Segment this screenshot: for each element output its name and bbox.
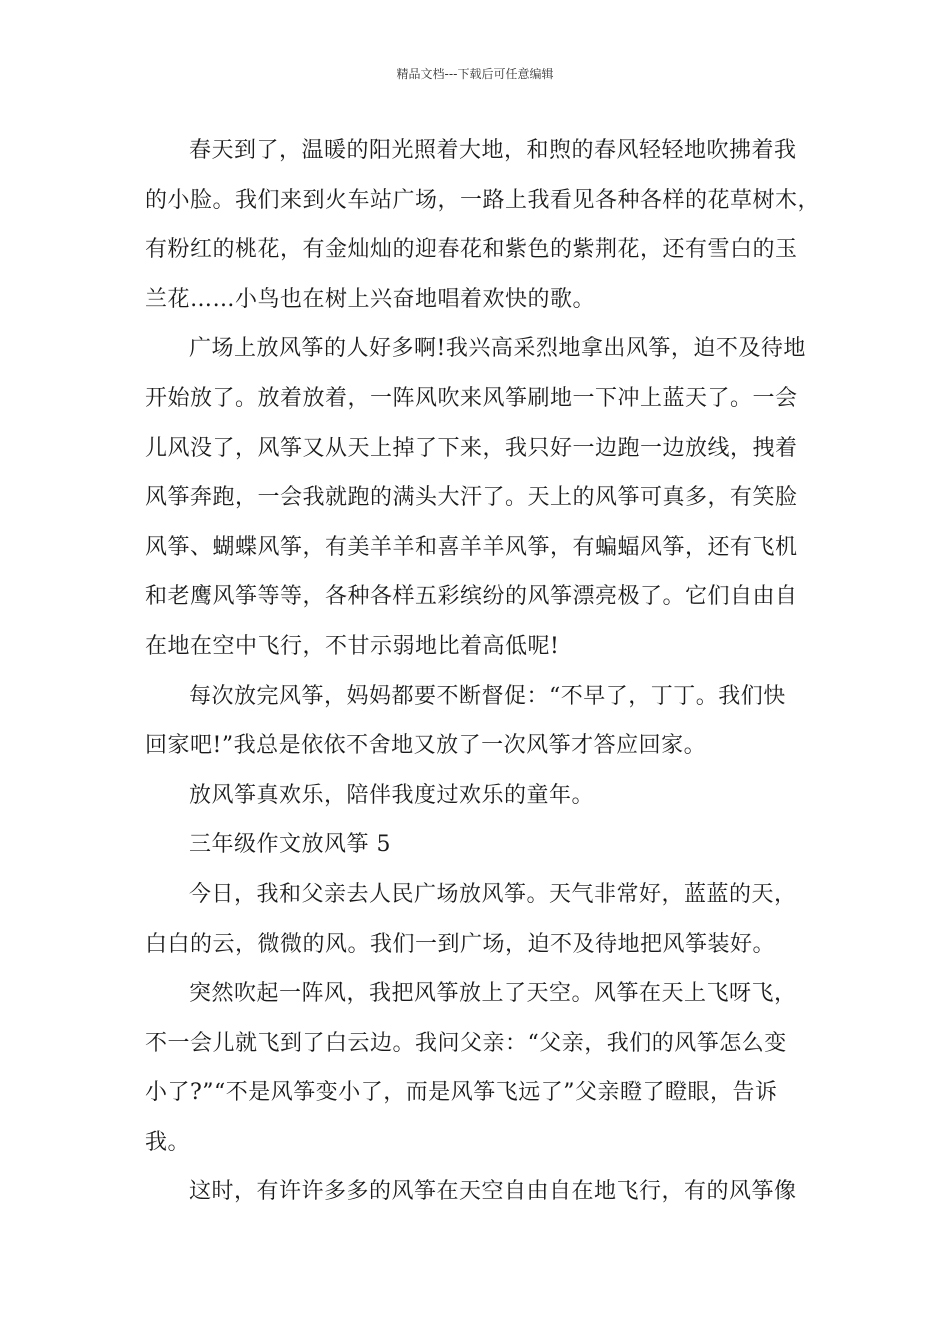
text-line: 风筝、蝴蝶风筝，有美羊羊和喜羊羊风筝，有蝙蝠风筝，还有飞机 — [145, 534, 798, 560]
section-title: 三年级作文放风筝 5 — [189, 832, 391, 858]
text-line: 兰花……小鸟也在树上兴奋地唱着欢快的歌。 — [145, 286, 596, 312]
text-line: 不一会儿就飞到了白云边。我问父亲：“父亲，我们的风筝怎么变 — [145, 1030, 787, 1056]
text-line: 我。 — [145, 1129, 191, 1155]
text-line: 在地在空中飞行，不甘示弱地比着高低呢! — [145, 633, 560, 659]
text-line: 和老鹰风筝等等，各种各样五彩缤纷的风筝漂亮极了。它们自由自 — [145, 584, 798, 610]
text-line: 回家吧!”我总是依依不舍地又放了一次风筝才答应回家。 — [145, 733, 707, 759]
text-line: 开始放了。放着放着，一阵风吹来风筝刷地一下冲上蓝天了。一会 — [145, 385, 798, 411]
text-line: 这时，有许许多多的风筝在天空自由自在地飞行，有的风筝像 — [189, 1179, 797, 1205]
text-line: 的小脸。我们来到火车站广场，一路上我看见各种各样的花草树木， — [145, 187, 821, 213]
text-line: 有粉红的桃花，有金灿灿的迎春花和紫色的紫荆花，还有雪白的玉 — [145, 237, 798, 263]
text-line: 风筝奔跑，一会我就跑的满头大汗了。天上的风筝可真多，有笑脸 — [145, 485, 798, 511]
text-line: 每次放完风筝，妈妈都要不断督促：“不早了，丁丁。我们快 — [189, 683, 786, 709]
text-line: 广场上放风筝的人好多啊!我兴高采烈地拿出风筝，迫不及待地 — [189, 336, 806, 362]
text-line: 放风筝真欢乐，陪伴我度过欢乐的童年。 — [189, 782, 595, 808]
text-line: 儿风没了，风筝又从天上掉了下来，我只好一边跑一边放线，拽着 — [145, 435, 798, 461]
text-line: 今日，我和父亲去人民广场放风筝。天气非常好，蓝蓝的天， — [189, 881, 797, 907]
text-line: 春天到了，温暖的阳光照着大地，和煦的春风轻轻地吹拂着我 — [189, 138, 797, 163]
text-line: 白白的云，微微的风。我们一到广场，迫不及待地把风筝装好。 — [145, 931, 776, 957]
text-line: 突然吹起一阵风，我把风筝放上了天空。风筝在天上飞呀飞， — [189, 981, 797, 1007]
text-line: 小了?”“不是风筝变小了，而是风筝飞远了”父亲瞪了瞪眼，告诉 — [145, 1080, 778, 1106]
page-header: 精品文档---下载后可任意编辑 — [396, 67, 554, 81]
document-body — [145, 126, 830, 1217]
